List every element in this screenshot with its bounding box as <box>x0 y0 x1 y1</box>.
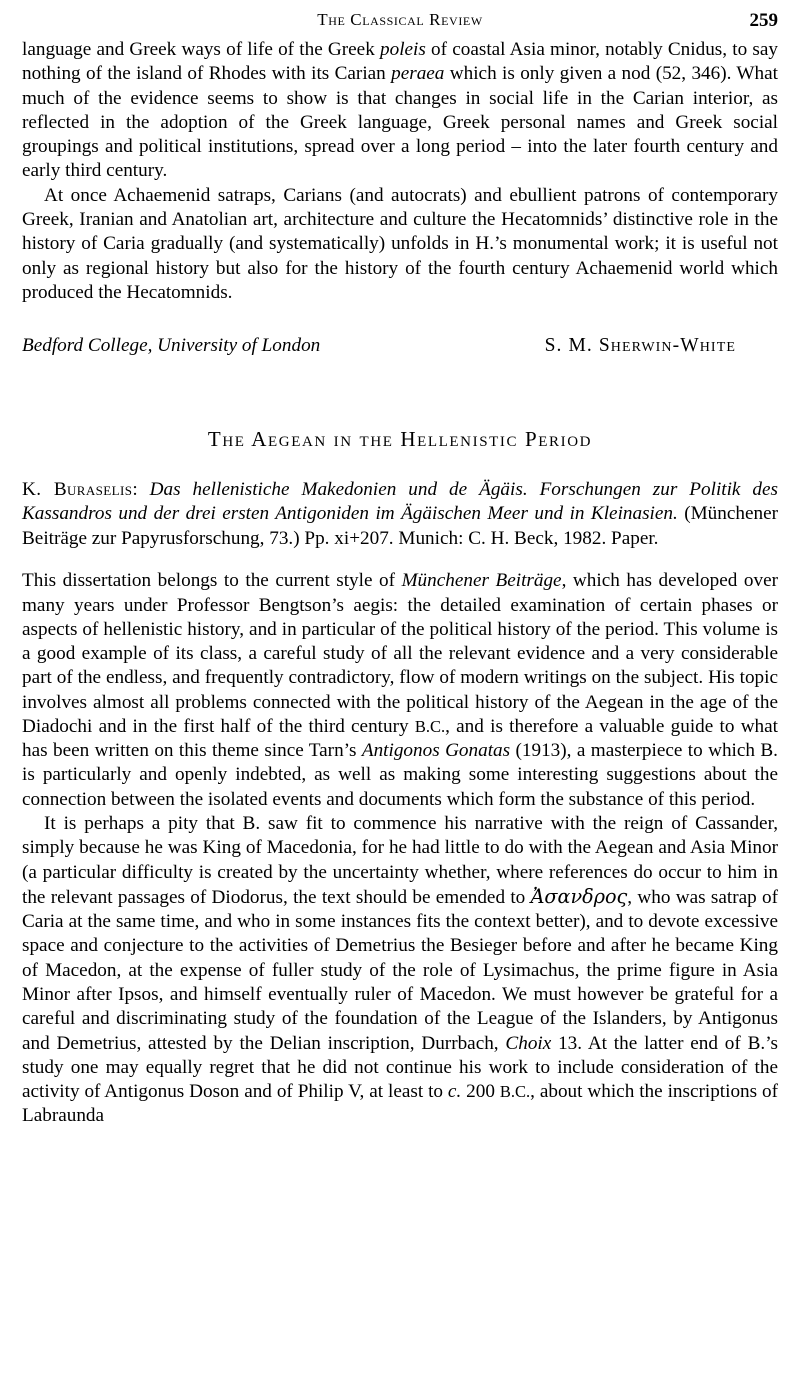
page-number: 259 <box>749 10 778 31</box>
paragraph: At once Achaemenid satraps, Carians (and autocrats) and ebullient patrons of contemporary Greek, Iranian and Anatolian art, architecture and culture the Hecatomnids’ distinctive role in the history of Caria gradually (and systematically) unfolds in H.’s monumental work; it is useful not only as regional history but also for the history of the fourth century Achaemenid world which produced the Hecatomnids. <box>22 184 778 303</box>
paragraph: It is perhaps a pity that B. saw fit to commence his narrative with the reign of Cassander, simply because he was King of Macedonia, for he had little to do with the Aegean and Asia Minor (a particular difficulty is created by the uncertainty whether, where references do occur to him in the relevant passages of Diodorus, the text should be emended to Ἀσανδρος, who was satrap of Caria at the same time, and who in some instances fits the context better), and to devote excessive space and conjecture to the activities of Demetrius the Besieger before and after he became King of Macedon, at the expense of fuller study of the role of Lysimachus, the prime figure in Asia Minor after Ipsos, and himself eventually ruler of Macedon. We must however be grateful for a careful and discriminating study of the foundation of the League of the Islanders, by Antigonus and Demetrius, attested by the Delian inscription, Durrbach, Choix 13. At the latter end of B.’s study one may equally regret that he did not continue his work to include consideration of the activity of Antigonus Doson and of Philip V, at least to c. 200 B.C., about which the inscriptions of Labraunda <box>22 813 779 1127</box>
review-signature <box>22 335 778 357</box>
review-body <box>22 569 778 1128</box>
book-citation: K. Buraselis: Das hellenistiche Makedonien und de Ägäis. Forschungen zur Politik des Kassandros und der drei ersten Antigoniden im Ägäischen Meer und in Kleinasien. (Münchener Beiträge zur Papyrusforschung, 73.) Pp. xi+207. Munich: C. H. Beck, 1982. Paper. <box>22 479 778 549</box>
running-title: The Classical Review <box>317 10 483 29</box>
signature-affiliation: Bedford College, University of London <box>22 335 321 357</box>
signature-name: S. M. Sherwin-White <box>544 335 736 357</box>
running-head <box>22 10 778 34</box>
section-heading: The Aegean in the Hellenistic Period <box>207 427 593 452</box>
paragraph: language and Greek ways of life of the Greek poleis of coastal Asia minor, notably Cnidus, to say nothing of the island of Rhodes with its Carian peraea which is only given a nod (52, 346). What much of the evidence seems to show is that changes in social life in the Carian interior, as reflected in the adoption of the Greek language, Greek personal names and Greek social groupings and political institutions, spread over a long period – into the later fourth century and early third century. <box>22 39 778 182</box>
article-continuation <box>22 38 778 305</box>
paragraph: This dissertation belongs to the current style of Münchener Beiträge, which has developed over many years under Professor Bengtson’s aegis: the detailed examination of certain phases or aspects of hellenistic history, and in particular of the political history of the period. This volume is a good example of its class, a careful study of all the relevant evidence and a very considerable part of the endless, and frequently contradictory, flow of modern writings on the subject. His topic involves almost all problems connected with the political history of the Aegean in the age of the Diadochi and in the first half of the third century B.C., and is therefore a valuable guide to what has been written on this theme since Tarn’s Antigonos Gonatas (1913), a masterpiece to which B. is particularly and openly indebted, as well as making some interesting suggestions about the connection between the isolated events and documents which form the substance of this period. <box>22 570 778 810</box>
